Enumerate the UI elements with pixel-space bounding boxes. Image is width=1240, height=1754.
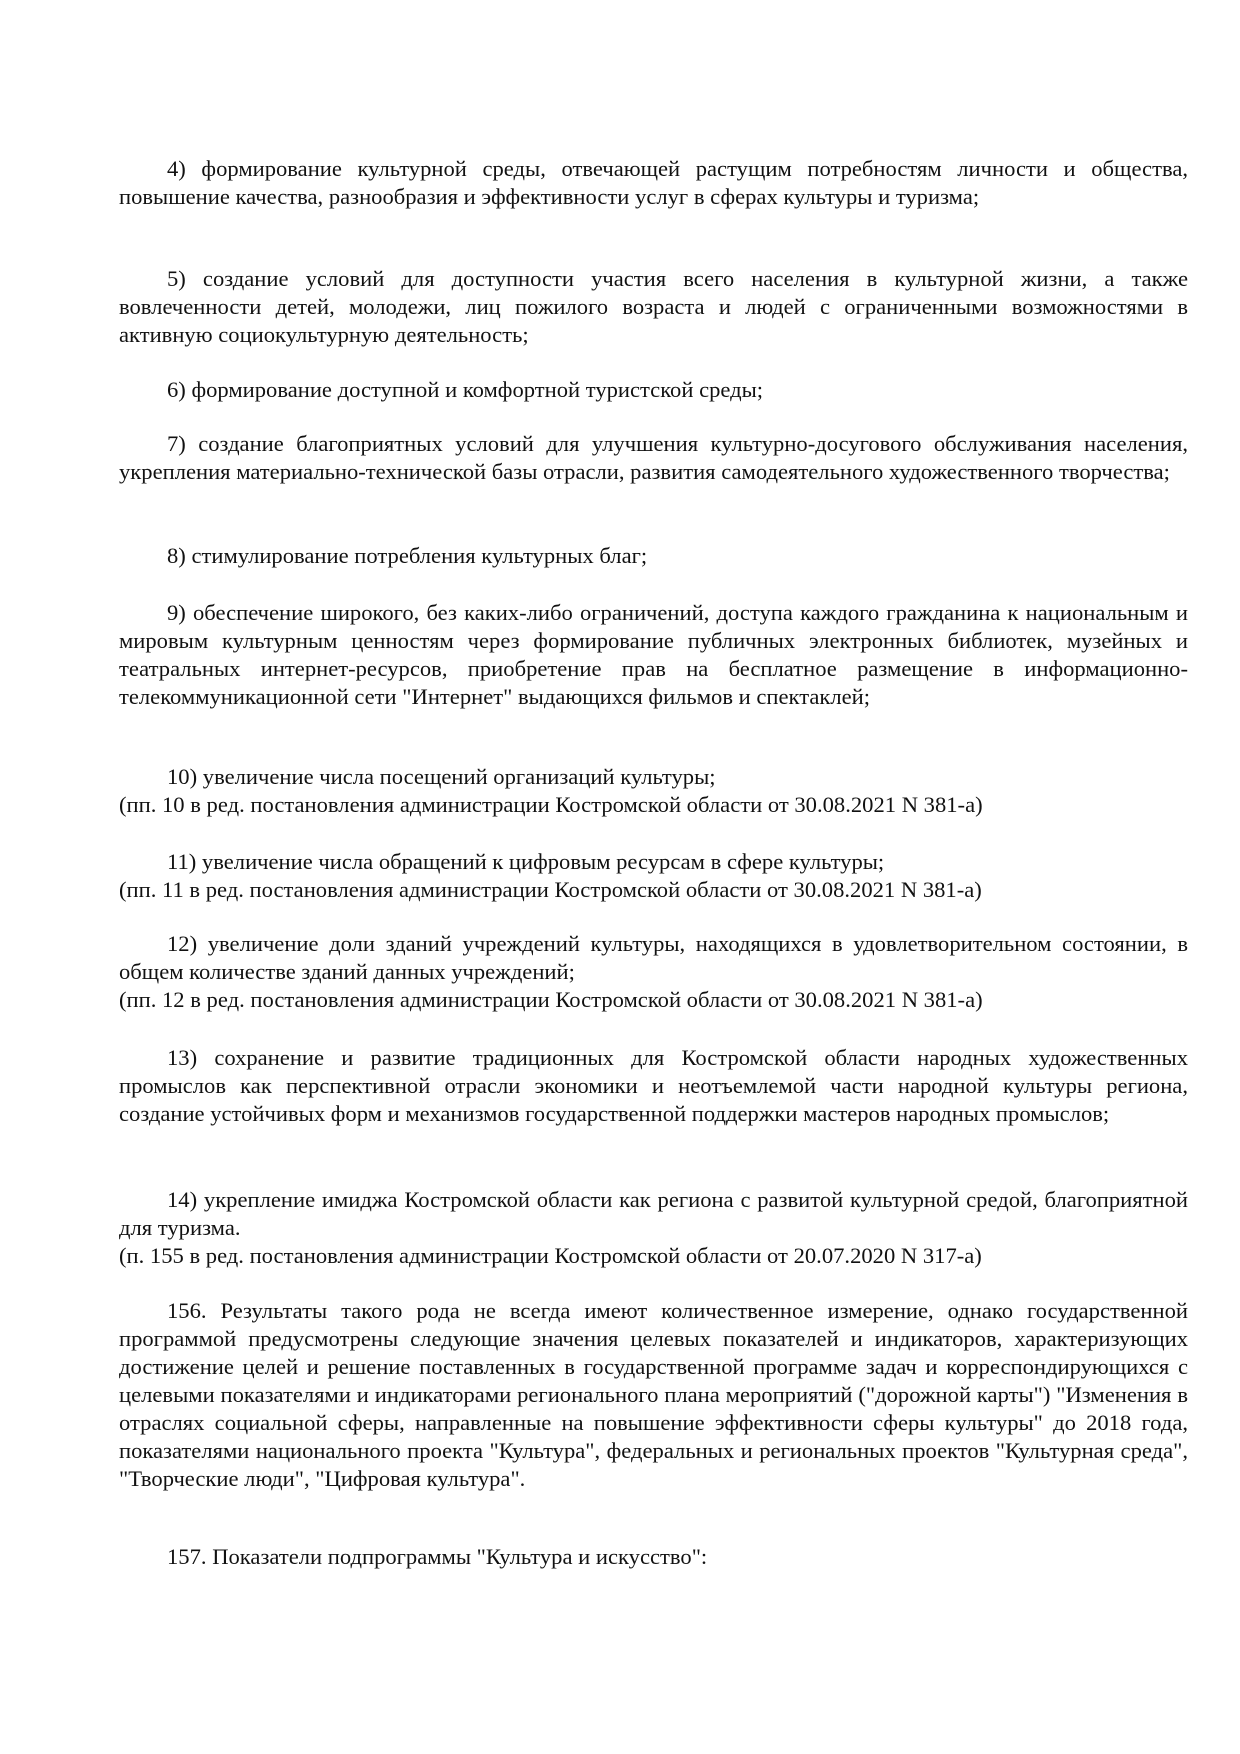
paragraph-item-6: [119, 376, 1188, 404]
paragraph-text: 156. Результаты такого рода не всегда имеют количественное измерение, однако государственной программой предусмотрены следующие значения целевых показателей и индикаторов, характеризующих достижение целей и решение поставленных в государственной программе задач и корреспондирующихся с целевыми показателями и индикаторами регионального плана мероприятий ("дорожной карты") "Изменения в отраслях социальной сферы, направленные на повышение эффективности сферы культуры" до 2018 года, показателями национального проекта "Культура", федеральных и региональных проектов "Культурная среда", "Творческие люди", "Цифровая культура".: [119, 1298, 1188, 1491]
paragraph-text: 9) обеспечение широкого, без каких-либо ограничений, доступа каждого гражданина к национальным и мировым культурным ценностям через формирование публичных электронных библиотек, музейных и театральных интернет-ресурсов, приобретение прав на бесплатное размещение в информационно-телекоммуникационной сети "Интернет" выдающихся фильмов и спектаклей;: [119, 600, 1188, 709]
paragraph-item-4: [119, 155, 1188, 211]
amendment-note: (пп. 11 в ред. постановления администрации Костромской области от 30.08.2021 N 381-а): [119, 877, 982, 902]
paragraph-text: 4) формирование культурной среды, отвечающей растущим потребностям личности и общества, повышение качества, разнообразия и эффективности услуг в сферах культуры и туризма;: [119, 156, 1188, 209]
paragraph-item-13: [119, 1044, 1188, 1128]
paragraph-text: 11) увеличение числа обращений к цифровым ресурсам в сфере культуры;: [167, 849, 885, 874]
paragraph-item-9: [119, 599, 1188, 711]
paragraph-text: 8) стимулирование потребления культурных благ;: [167, 543, 648, 568]
paragraph-item-12: [119, 930, 1188, 1014]
paragraph-item-5: [119, 265, 1188, 349]
paragraph-text: 13) сохранение и развитие традиционных для Костромской области народных художественных промыслов как перспективной отрасли экономики и неотъемлемой части народной культуры региона, создание устойчивых форм и механизмов государственной поддержки мастеров народных промыслов;: [119, 1045, 1188, 1126]
amendment-note: (пп. 12 в ред. постановления администрации Костромской области от 30.08.2021 N 381-а): [119, 987, 983, 1012]
amendment-note: (п. 155 в ред. постановления администрации Костромской области от 20.07.2020 N 317-а): [119, 1243, 982, 1268]
paragraph-text: 157. Показатели подпрограммы "Культура и искусство":: [167, 1544, 708, 1569]
paragraph-text: 10) увеличение числа посещений организаций культуры;: [167, 764, 716, 789]
paragraph-item-14: [119, 1186, 1188, 1270]
paragraph-157: [119, 1543, 1188, 1571]
paragraph-text: 5) создание условий для доступности участия всего населения в культурной жизни, а также вовлеченности детей, молодежи, лиц пожилого возраста и людей с ограниченными возможностями в активную социокультурную деятельность;: [119, 266, 1188, 347]
paragraph-text: 12) увеличение доли зданий учреждений культуры, находящихся в удовлетворительном состоянии, в общем количестве зданий данных учреждений;: [119, 931, 1188, 984]
paragraph-156: [119, 1297, 1188, 1493]
paragraph-text: 7) создание благоприятных условий для улучшения культурно-досугового обслуживания населения, укрепления материально-технической базы отрасли, развития самодеятельного художественного творчества;: [119, 431, 1188, 484]
paragraph-item-11: [119, 848, 1188, 904]
paragraph-item-8: [119, 542, 1188, 570]
paragraph-text: 14) укрепление имиджа Костромской области как региона с развитой культурной средой, благоприятной для туризма.: [119, 1187, 1188, 1240]
paragraph-item-7: [119, 430, 1188, 486]
paragraph-text: 6) формирование доступной и комфортной туристской среды;: [167, 377, 764, 402]
paragraph-item-10: [119, 763, 1188, 819]
amendment-note: (пп. 10 в ред. постановления администрации Костромской области от 30.08.2021 N 381-а): [119, 792, 983, 817]
